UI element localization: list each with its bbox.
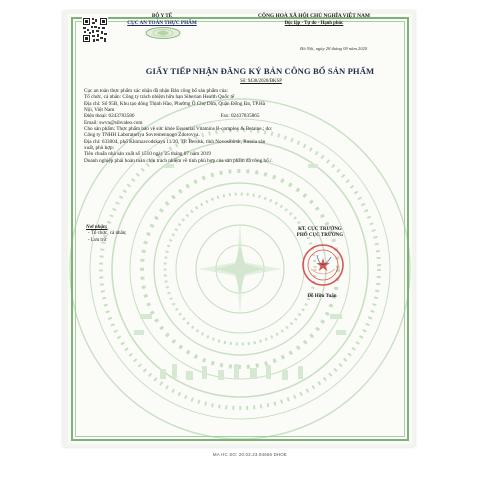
ministry-name: BỘ Y TẾ: [151, 13, 173, 19]
phone-line: Điện thoại: 0243783586: [84, 113, 135, 120]
maker-address-line-1: Địa chỉ: 633004, phố Khimzavodskaya 11/20, TP. Berdsk, tỉnh Novosibirsk, Russia sản: [84, 138, 266, 145]
product-line-1: Cho sản phẩm: Thực phẩm bảo vệ sức khỏe Essential Vitamins B-complex & Betaine.; do:: [84, 126, 273, 133]
standard-line: Tiêu chuẩn nhà sản xuất số 1510 ngày 25 tháng 07 năm 2019: [84, 151, 211, 158]
department-name: CỤC AN TOÀN THỰC PHẨM: [127, 20, 197, 27]
fax-line: Fax: 02437835865: [220, 113, 260, 120]
recipient-item: - Lưu trữ: [88, 237, 107, 243]
signature-block: [278, 227, 362, 240]
national-header: [232, 13, 396, 27]
organization-line: Tổ chức, cá nhân: Công ty trách nhiệm hữu hạn Siberian Health Quốc tế: [84, 94, 235, 101]
maker-address-line-2: xuất, phù hợp:: [84, 145, 114, 152]
republic-name: CỘNG HOÀ XÃ HỘI CHỦ NGHĨA VIỆT NAM: [258, 13, 370, 19]
issuing-agency: [122, 13, 202, 27]
address-line-2: Nội, Việt Nam: [84, 107, 115, 114]
vfa-logo-icon: [145, 27, 181, 39]
address-line-1: Địa chỉ: Số 95B, Khu tạo dông Thịnh Hào, Phường Ô Chợ Dừa, Quận Đống Đa, TP.Hà: [84, 100, 266, 107]
recipients-block: [86, 225, 127, 244]
national-motto: Độc lập - Tự do - Hạnh phúc: [284, 20, 344, 26]
product-line-2: Công ty TNHH Laboratoriya Sovremennogo Zdorovya.: [84, 132, 200, 139]
signer-name: Đỗ Hữu Tuấn: [307, 294, 337, 299]
issue-date: Hà Nội, ngày 28 tháng 09 năm 2020: [300, 46, 368, 51]
signature-role-2: PHÓ CỤC TRƯỞNG: [296, 233, 344, 239]
recipients-label: Nơi nhận:: [86, 225, 108, 230]
email-line: Email: swvn@sibvaleo.com: [84, 119, 143, 126]
document-title: GIẤY TIẾP NHẬN ĐĂNG KÝ BẢN CÔNG BỐ SẢN PHẨM: [145, 66, 375, 76]
certificate-body: [84, 88, 390, 164]
intro-line: Cục an toàn thực phẩm xác nhận đã nhận Bản công bố sản phẩm của:: [84, 88, 228, 94]
document-number: Số: 9438/2020/ĐKSP: [240, 79, 282, 84]
qr-code-icon: [82, 17, 108, 43]
recipient-item: - Tổ chức, cá nhân;: [88, 231, 127, 237]
responsibility-line: Doanh nghiệp phải hoàn toàn chịu trách nhiệm về tính phù hợp của sản phẩm đã công bố./.: [84, 157, 273, 164]
red-seal-stamp-icon: [301, 243, 345, 287]
signature-role-1: KT. CỤC TRƯỞNG: [298, 227, 342, 232]
footer-code: MA HC SO: 20.03.23.94666 DHOE: [212, 452, 288, 457]
